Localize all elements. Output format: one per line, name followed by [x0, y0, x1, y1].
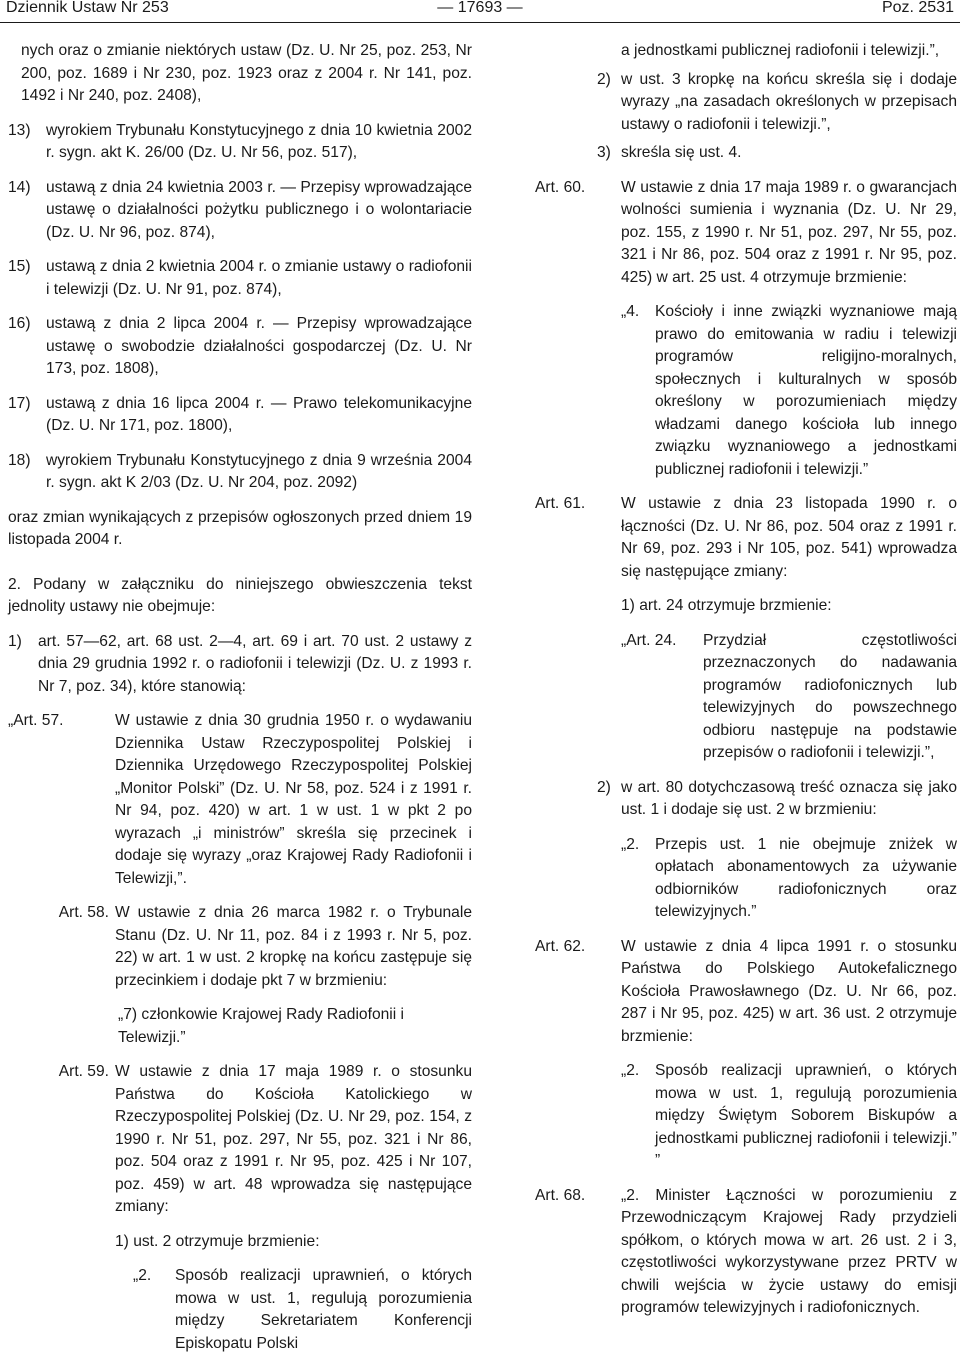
journal-title: Dziennik Ustaw Nr 253 — [6, 0, 169, 16]
closing-paragraph: oraz zmian wynikających z przepisów ogłoszonych przed dniem 19 listopada 2004 r. — [8, 508, 472, 548]
item-text: art. 57—62, art. 68 ust. 2—4, art. 69 i art. 70 ust. 2 ustawy z dnia 29 grudnia 1992 r. o radiofonii i telewizji (Dz. U. z 1993 r. Nr 7, poz. 34), które stanowią: — [38, 632, 472, 695]
item-text: w ust. 3 kropkę na końcu skreśla się i dodaje wyrazy „na zasadach określonych w przepisach ustawy o radiofonii i telewizji.”, — [621, 70, 957, 133]
article-62 — [535, 936, 957, 1049]
list-item — [535, 69, 957, 137]
quoted-provision — [535, 1060, 957, 1173]
provision-text: Przepis ust. 1 nie obejmuje zniżek w opłatach abonamentowych za używanie odbiorników radiofonicznych oraz telewizyjnych.” — [655, 835, 957, 920]
item-number: 1) — [8, 632, 22, 650]
item-number: 3) — [597, 144, 611, 161]
article-text: W ustawie z dnia 23 listopada 1990 r. o łączności (Dz. U. Nr 86, poz. 504 oraz z 1991 r. Nr 69, poz. 293 i Nr 105, poz. 541) wprowadza się następujące zmiany: — [621, 495, 957, 580]
article-text: W ustawie z dnia 30 grudnia 1950 r. o wydawaniu Dziennika Ustaw Rzeczypospolitej Polskiej i Dziennika Urzędowego Rzeczypospolitej Polskiej „Monitor Polski” (Dz. U. Nr 58, poz. 524 i z 1991 r. Nr 94, poz. 420) w art. 1 w ust. 1 w pkt 2 po wyrazach „i ministrów” skreśla się przecinek i dodaje się wyrazy „oraz Krajowej Rady Radiofonii i Telewizji,”. — [115, 712, 472, 887]
item-text: skreśla się ust. 4. — [621, 144, 742, 161]
provision-label: „Art. 24. — [621, 631, 677, 649]
sub-item: 1) ust. 2 otrzymuje brzmienie: — [115, 1232, 320, 1250]
header-rule — [0, 22, 960, 23]
article-58 — [8, 902, 472, 992]
provision-label: „4. — [621, 303, 640, 320]
item-number: 16) — [8, 315, 31, 332]
article-61 — [535, 493, 957, 583]
article-text: W ustawie z dnia 26 marca 1982 r. o Trybunale Stanu (Dz. U. Nr 11, poz. 84 i z 1993 r. Nr 5, poz. 22) w art. 1 w ust. 2 kropkę na końcu zastępuje się przecinkiem i dodaje pkt 7 w brzmieniu: — [115, 904, 472, 989]
article-text: W ustawie z dnia 17 maja 1989 r. o stosunku Państwa do Kościoła Katolickiego w Rzeczypospolitej Polskiej (Dz. U. Nr 29, poz. 154, z 1990 r. Nr 51, poz. 297, Nr 55, poz. 321 i Nr 86, poz. 504 oraz z 1991 r. Nr 95, poz. 425 i Nr 107, poz. 459) w art. 48 wprowadza się następujące zmiany: — [115, 1063, 472, 1215]
quoted-provision — [535, 301, 957, 481]
list-item — [8, 256, 472, 301]
quoted-provision — [8, 1265, 472, 1355]
list-item — [8, 631, 472, 699]
item-text: ustawą z dnia 2 kwietnia 2004 r. o zmianie ustawy o radiofonii i telewizji (Dz. U. Nr 91, poz. 874), — [46, 258, 472, 298]
section-2-paragraph: 2. Podany w załączniku do niniejszego obwieszczenia tekst jednolity ustawy nie obejmuje: — [8, 575, 472, 615]
item-text: wyrokiem Trybunału Konstytucyjnego z dnia 9 września 2004 r. sygn. akt K 2/03 (Dz. U. Nr 204, poz. 2092) — [46, 451, 472, 491]
item-text: ustawą z dnia 2 lipca 2004 r. — Przepisy wprowadzające ustawę o swobodzie działalności gospodarczej (Dz. U. Nr 173, poz. 1808), — [46, 315, 472, 377]
sub-item: 1) art. 24 otrzymuje brzmienie: — [621, 597, 832, 614]
item-number: 17) — [8, 394, 31, 412]
list-item — [8, 177, 472, 245]
list-item — [8, 393, 472, 438]
item-number: 2) — [597, 778, 611, 796]
intro-paragraph: nych oraz o zmianie niektórych ustaw (Dz. U. Nr 25, poz. 253, Nr 200, poz. 1689 i Nr 230, poz. 1923 oraz z 2004 r. Nr 141, poz. 1492 i Nr 240, poz. 2408), — [21, 42, 472, 104]
article-label: Art. 59. — [58, 1063, 109, 1080]
list-item — [8, 313, 472, 381]
article-label: Art. 58. — [58, 904, 109, 921]
article-label: Art. 68. — [535, 1186, 586, 1204]
article-68 — [535, 1185, 957, 1320]
article-57 — [8, 710, 472, 890]
item-number: 18) — [8, 451, 31, 469]
article-59 — [8, 1061, 472, 1219]
provision-label: „2. — [133, 1267, 152, 1284]
provision-label: „2. — [621, 1062, 640, 1079]
article-text: „2. Minister Łączności w porozumieniu z Przewodniczącym Krajowej Rady przydzieli spółkom, o których mowa w art. 26 ust. 2 i 3, częstotliwości wykorzystywane przez PRTV w chwili wejścia w życie ustawy do emisji programów telewizyjnych i radiofonicznych. — [621, 1186, 957, 1316]
left-column — [8, 40, 472, 1355]
list-item — [8, 450, 472, 495]
item-number: 15) — [8, 258, 31, 275]
quoted-provision: „7) członkowie Krajowej Rady Radiofonii i Telewizji.” — [118, 1006, 405, 1046]
article-label: „Art. 57. — [8, 712, 64, 729]
item-text: ustawą z dnia 16 lipca 2004 r. — Prawo telekomunikacyjne (Dz. U. Nr 171, poz. 1800), — [46, 394, 472, 434]
quoted-provision — [535, 834, 957, 924]
page-number: — 17693 — — [437, 0, 523, 16]
provision-text: Sposób realizacji uprawnień, o których mowa w ust. 1, regulują porozumienia między Świętym Soborem Biskupów a jednostkami publicznej radiofonii i telewizji.” ” — [655, 1062, 957, 1169]
article-text: W ustawie z dnia 4 lipca 1991 r. o stosunku Państwa do Polskiego Autokefalicznego Kościoła Prawosławnego (Dz. U. Nr 66, poz. 287 i Nr 95, poz. 425) w art. 36 ust. 2 otrzymuje brzmienie: — [621, 937, 957, 1045]
item-number: 2) — [597, 70, 611, 88]
provision-text: Przydział częstotliwości przeznaczonych do nadawania programów radiofonicznych lub telewizyjnych do powszechnego odbioru następuje na podstawie przepisów o radiofonii i telewizji.”, — [703, 631, 957, 761]
provision-text: Sposób realizacji uprawnień, o których mowa w ust. 1, regulują porozumienia między Sekretariatem Konferencji Episkopatu Polski — [175, 1267, 472, 1352]
right-column — [535, 40, 957, 1320]
item-text: ustawą z dnia 24 kwietnia 2003 r. — Przepisy wprowadzające ustawę o działalności pożytku publicznego i o wolontariacie (Dz. U. Nr 96, poz. 874), — [46, 178, 472, 241]
list-item — [535, 142, 957, 165]
article-text: W ustawie z dnia 17 maja 1989 r. o gwarancjach wolności sumienia i wyznania (Dz. U. Nr 29, poz. 155, z 1990 r. Nr 51, poz. 297, Nr 55, poz. 321 i Nr 86, poz. 504 oraz z 1991 r. Nr 95, poz. 425) w art. 25 ust. 4 otrzymuje brzmienie: — [621, 178, 957, 286]
continued-text: a jednostkami publicznej radiofonii i telewizji.”, — [621, 42, 940, 59]
item-text: w art. 80 dotychczasową treść oznacza się jako ust. 1 i dodaje się ust. 2 w brzmieniu: — [621, 778, 957, 818]
article-label: Art. 60. — [535, 178, 586, 196]
list-item — [8, 120, 472, 165]
item-text: wyrokiem Trybunału Konstytucyjnego z dnia 10 kwietnia 2002 r. sygn. akt K. 26/00 (Dz. U. Nr 56, poz. 517), — [46, 121, 472, 161]
article-label: Art. 62. — [535, 937, 586, 955]
quoted-provision — [535, 630, 957, 765]
provision-text: Kościoły i inne związki wyznaniowe mają prawo do emitowania w radiu i telewizji programów religijno-moralnych, społecznych i kulturalnych w sposób określony w porozumieniach między władzami danego kościoła lub innego związku wyznaniowego a jednostkami publicznej radiofonii i telewizji.” — [655, 303, 957, 478]
item-number: 13) — [8, 121, 31, 139]
provision-label: „2. — [621, 835, 640, 853]
list-item — [535, 777, 957, 822]
article-label: Art. 61. — [535, 495, 586, 512]
item-number: 14) — [8, 178, 31, 196]
position-number: Poz. 2531 — [881, 0, 954, 16]
article-60 — [535, 177, 957, 290]
